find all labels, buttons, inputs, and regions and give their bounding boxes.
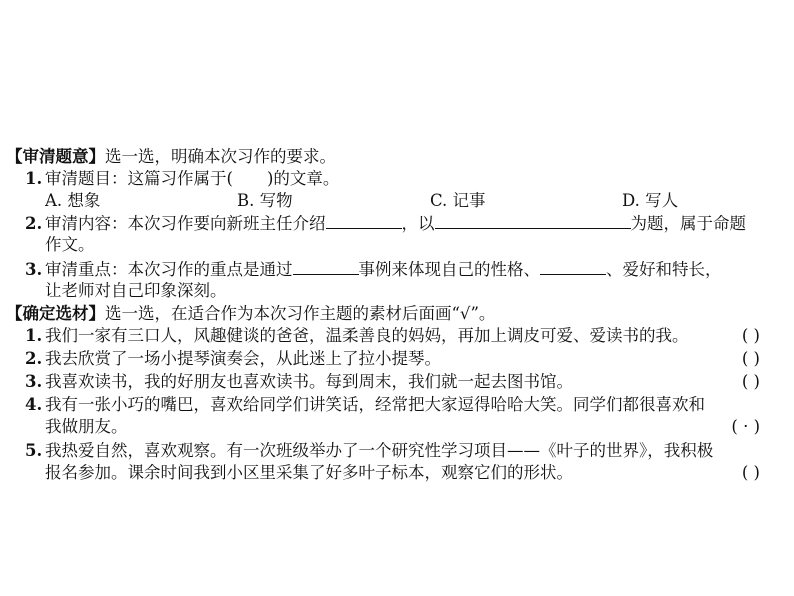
s1-item-2: [25, 212, 746, 235]
s1-item-1-num: 1.: [25, 169, 43, 188]
s2-item-3-text: 我喜欢读书，我的好朋友也喜欢读书。每到周末，我们就一起去图书馆。: [45, 372, 573, 391]
s1-item-3-text-after: 、爱好和特长，: [606, 260, 722, 279]
option-d[interactable]: D. 写人: [622, 191, 679, 210]
s2-item-5-line2: 报名参加。课余时间我到小区里采集了好多叶子标本，观察它们的形状。: [45, 463, 573, 482]
s2-item-4: [25, 394, 705, 416]
s2-item-4-text: 我有一张小巧的嘴巴，喜欢给同学们讲笑话，经常把大家逗得哈哈大笑。同学们都很喜欢和: [45, 395, 705, 414]
s2-item-3-num: 3.: [25, 372, 43, 391]
s2-item-2-text: 我去欣赏了一场小提琴演奏会，从此迷上了拉小提琴。: [45, 349, 441, 368]
s1-item-2-text-mid: ，以: [401, 214, 435, 233]
s1-item-2-text: 审清内容：本次习作要向新班主任介绍: [45, 214, 326, 233]
s2-item-5-text: 我热爱自然，喜欢观察。有一次班级举办了一个研究性学习项目——《叶子的世界》，我积极: [45, 441, 714, 460]
s2-item-2-num: 2.: [25, 349, 43, 368]
s1-item-3-line2: 让老师对自己印象深刻。: [45, 281, 227, 300]
option-b[interactable]: B. 写物: [237, 191, 293, 210]
s1-item-3-blank-1[interactable]: [293, 258, 359, 275]
option-c[interactable]: C. 记事: [430, 191, 486, 210]
section2-intro: 选一选，在适合作为本次习作主题的素材后面画“√”。: [105, 304, 496, 323]
s2-item-3: [25, 371, 573, 393]
s2-item-1-answer[interactable]: ( ): [741, 326, 760, 345]
s1-item-2-blank-1[interactable]: [326, 212, 402, 229]
s1-item-2-num: 2.: [25, 214, 43, 233]
section2-header: 【确定选材】: [6, 304, 105, 323]
section1-header: 【审清题意】: [6, 147, 105, 166]
s2-item-5-num: 5.: [25, 441, 43, 460]
s1-item-1-text-after: )的文章。: [266, 169, 340, 188]
s2-item-5-answer[interactable]: ( ): [741, 463, 760, 482]
s1-item-1-text: 审清题目：这篇习作属于(: [45, 169, 233, 188]
s1-item-3-blank-2[interactable]: [540, 258, 606, 275]
s1-item-2-line2: 作文。: [45, 235, 95, 254]
s2-item-1-text: 我们一家有三口人，风趣健谈的爸爸，温柔善良的妈妈，再加上调皮可爱、爱读书的我。: [45, 326, 689, 345]
s1-item-3: [25, 258, 722, 281]
s2-item-4-answer[interactable]: ( · ): [731, 417, 760, 436]
s1-item-3-num: 3.: [25, 260, 43, 279]
s1-item-3-text: 审清重点：本次习作的重点是通过: [45, 260, 293, 279]
s2-item-4-num: 4.: [25, 395, 43, 414]
s2-item-2: [25, 348, 441, 370]
s1-item-2-text-after: 为题，属于命题: [630, 214, 746, 233]
s2-item-1: [25, 325, 689, 347]
s2-item-1-num: 1.: [25, 326, 43, 345]
s1-item-1: [25, 168, 339, 190]
section1-intro: 选一选，明确本次习作的要求。: [105, 147, 336, 166]
option-a[interactable]: A. 想象: [45, 191, 101, 210]
s2-item-3-answer[interactable]: ( ): [741, 372, 760, 391]
section2-heading: [6, 303, 495, 325]
s1-item-3-text-mid: 事例来体现自己的性格、: [358, 260, 540, 279]
s2-item-2-answer[interactable]: ( ): [741, 349, 760, 368]
section1-heading: [6, 146, 336, 168]
s2-item-4-line2: 我做朋友。: [45, 417, 128, 436]
s1-item-2-blank-2[interactable]: [435, 212, 631, 229]
s1-item-1-paren-blank[interactable]: [233, 168, 267, 184]
s2-item-5: [25, 440, 713, 462]
